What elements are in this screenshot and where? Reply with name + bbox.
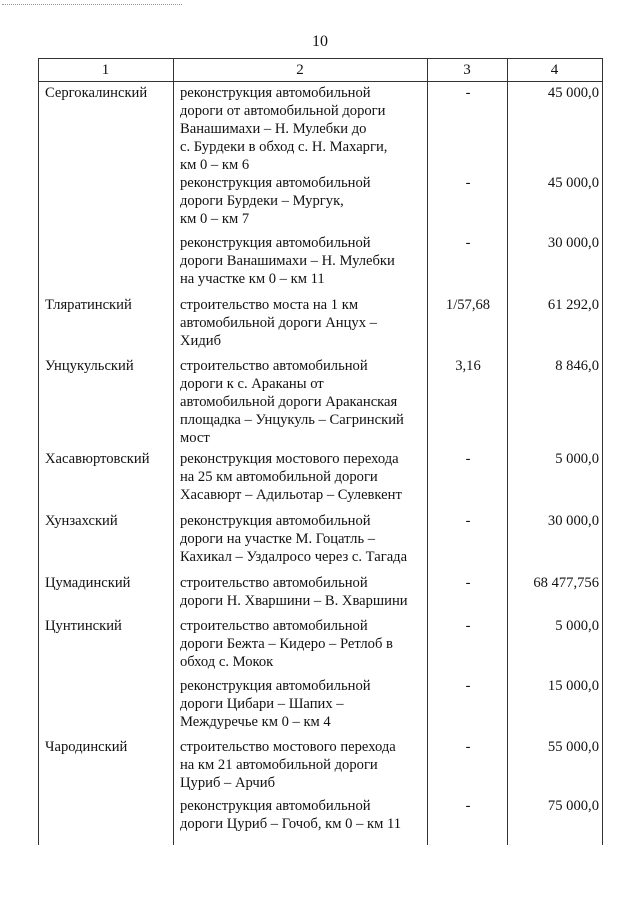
description-cell: [180, 234, 424, 288]
description-cell: [180, 574, 424, 610]
description-cell: [180, 450, 424, 504]
length-cell: -: [465, 575, 471, 591]
length-cell: -: [465, 678, 471, 694]
amount-cell: 15 000,0: [547, 678, 599, 694]
amount-cell: 45 000,0: [547, 175, 599, 191]
amount-cell: 61 292,0: [547, 297, 599, 313]
description-line: Кахикал – Уздалросо через с. Тагада: [180, 549, 408, 565]
description-line: обход с. Мокок: [180, 654, 274, 670]
description-cell: [180, 84, 424, 174]
description-line: Ванашимахи – Н. Мулебки до: [180, 121, 367, 137]
scan-edge-mark: [2, 4, 182, 5]
column-divider: [173, 58, 174, 845]
description-line: мост: [180, 430, 210, 446]
description-line: реконструкция автомобильной: [180, 678, 371, 694]
description-line: дороги Цибари – Шапих –: [180, 696, 344, 712]
description-line: км 0 – км 6: [180, 157, 250, 173]
description-line: на км 21 автомобильной дороги: [180, 757, 378, 773]
description-line: строительство мостового перехода: [180, 739, 396, 755]
district-cell: Цунтинский: [45, 618, 122, 634]
length-cell: -: [465, 739, 471, 755]
description-line: с. Бурдеки в обход с. Н. Махарги,: [180, 139, 388, 155]
amount-cell: 8 846,0: [555, 358, 599, 374]
description-line: реконструкция автомобильной: [180, 175, 371, 191]
description-line: дороги Бурдеки – Мургук,: [180, 193, 344, 209]
description-cell: [180, 738, 424, 792]
description-cell: [180, 296, 424, 350]
district-cell: Хасавюртовский: [45, 451, 150, 467]
length-cell: -: [465, 513, 471, 529]
header-bottom-border: [38, 81, 602, 82]
description-line: км 0 – км 7: [180, 211, 250, 227]
length-cell: 1/57,68: [445, 297, 491, 313]
description-line: строительство автомобильной: [180, 575, 368, 591]
length-cell: 3,16: [455, 358, 481, 374]
length-cell: -: [465, 618, 471, 634]
description-cell: [180, 512, 424, 566]
description-line: дороги Бежта – Кидеро – Ретлоб в: [180, 636, 393, 652]
amount-cell: 5 000,0: [555, 618, 599, 634]
description-line: реконструкция автомобильной: [180, 798, 371, 814]
description-line: дороги Ванашимахи – Н. Мулебки: [180, 253, 395, 269]
column-divider: [427, 58, 428, 845]
description-line: Хидиб: [180, 333, 222, 349]
description-line: дороги на участке М. Гоцатль –: [180, 531, 376, 547]
column-header: 3: [463, 62, 471, 78]
description-line: дороги Н. Хваршини – В. Хваршини: [180, 593, 408, 609]
column-header: 4: [550, 62, 559, 78]
column-header: 1: [101, 62, 110, 78]
description-line: автомобильной дороги Анцух –: [180, 315, 377, 331]
description-line: Цуриб – Арчиб: [180, 775, 276, 791]
description-line: на участке км 0 – км 11: [180, 271, 325, 287]
description-cell: [180, 357, 424, 447]
description-line: автомобильной дороги Араканская: [180, 394, 398, 410]
district-cell: Сергокалинский: [45, 85, 148, 101]
description-cell: [180, 677, 424, 731]
description-line: реконструкция мостового перехода: [180, 451, 399, 467]
description-cell: [180, 797, 424, 833]
page-number: 10: [312, 33, 328, 50]
district-cell: Цумадинский: [45, 575, 131, 591]
description-line: строительство автомобильной: [180, 618, 368, 634]
description-cell: [180, 617, 424, 671]
description-line: дороги к с. Араканы от: [180, 376, 324, 392]
length-cell: -: [465, 235, 471, 251]
description-line: Хасавюрт – Адильотар – Сулевкент: [180, 487, 402, 503]
column-header: 2: [296, 62, 304, 78]
length-cell: -: [465, 798, 471, 814]
length-cell: -: [465, 175, 471, 191]
amount-cell: 45 000,0: [547, 85, 599, 101]
district-cell: Унцукульский: [45, 358, 134, 374]
amount-cell: 55 000,0: [547, 739, 599, 755]
description-line: на 25 км автомобильной дороги: [180, 469, 378, 485]
description-line: реконструкция автомобильной: [180, 513, 371, 529]
length-cell: -: [465, 451, 471, 467]
amount-cell: 5 000,0: [555, 451, 599, 467]
amount-cell: 30 000,0: [547, 235, 599, 251]
district-cell: Хунзахский: [45, 513, 118, 529]
district-cell: Чародинский: [45, 739, 128, 755]
description-line: дороги от автомобильной дороги: [180, 103, 386, 119]
description-line: Междуречье км 0 – км 4: [180, 714, 331, 730]
amount-cell: 68 477,756: [533, 575, 599, 591]
column-divider: [602, 58, 603, 845]
description-line: строительство моста на 1 км: [180, 297, 359, 313]
column-divider: [38, 58, 39, 845]
description-line: площадка – Унцукуль – Сагринский: [180, 412, 404, 428]
description-line: реконструкция автомобильной: [180, 85, 371, 101]
description-line: реконструкция автомобильной: [180, 235, 371, 251]
length-cell: -: [465, 85, 471, 101]
description-line: дороги Цуриб – Гочоб, км 0 – км 11: [180, 816, 402, 832]
description-line: строительство автомобильной: [180, 358, 368, 374]
amount-cell: 75 000,0: [547, 798, 599, 814]
amount-cell: 30 000,0: [547, 513, 599, 529]
description-cell: [180, 174, 424, 228]
district-cell: Тляратинский: [45, 297, 132, 313]
